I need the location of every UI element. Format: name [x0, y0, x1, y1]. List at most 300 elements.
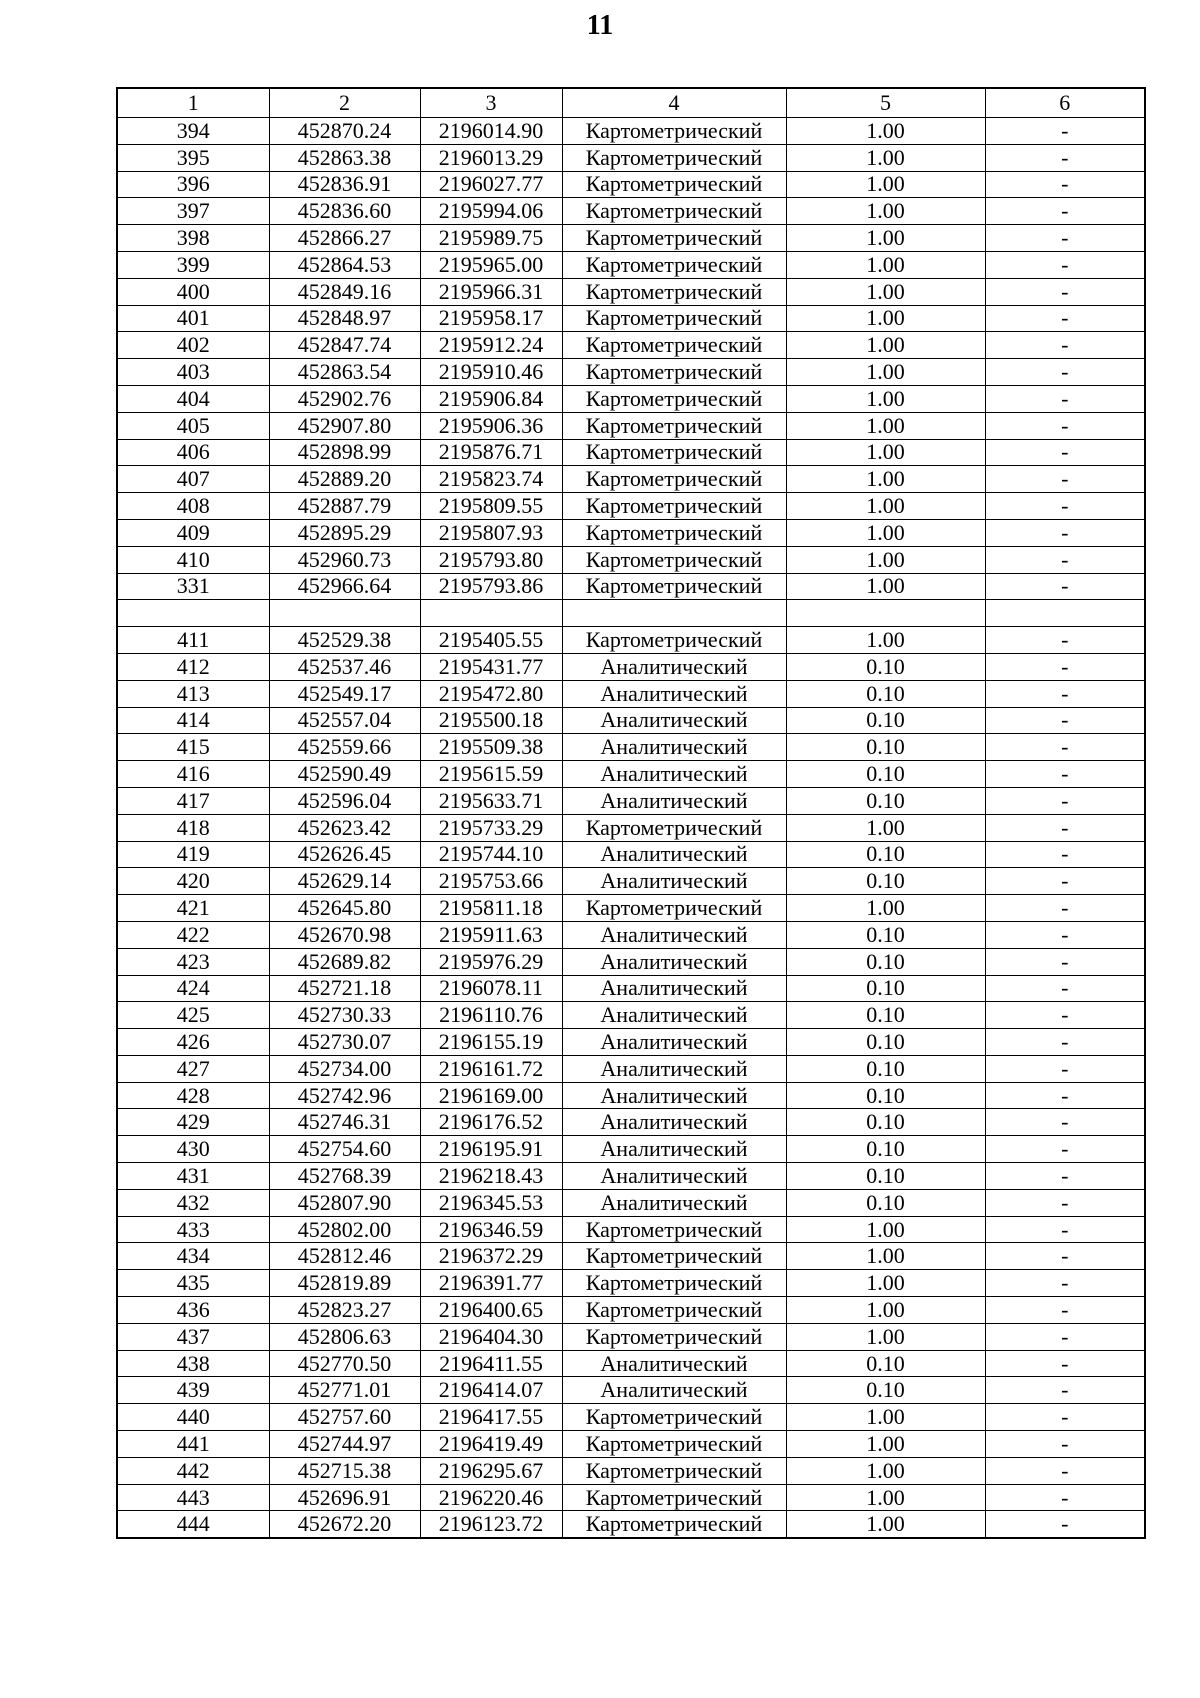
- method-cell: Аналитический: [562, 653, 786, 680]
- y-coordinate-cell: 2195958.17: [420, 305, 562, 332]
- point-number-cell: 427: [117, 1055, 269, 1082]
- note-cell: -: [985, 1029, 1145, 1056]
- method-cell: Картометрический: [562, 1243, 786, 1270]
- method-cell: Картометрический: [562, 573, 786, 600]
- y-coordinate-cell: 2195633.71: [420, 787, 562, 814]
- accuracy-cell: 1.00: [786, 305, 985, 332]
- note-cell: -: [985, 814, 1145, 841]
- x-coordinate-cell: 452744.97: [269, 1431, 420, 1458]
- point-number-cell: 442: [117, 1457, 269, 1484]
- y-coordinate-cell: 2196295.67: [420, 1457, 562, 1484]
- table-row: [117, 1457, 1145, 1484]
- table-row: [117, 895, 1145, 922]
- x-coordinate-cell: 452730.07: [269, 1029, 420, 1056]
- y-coordinate-cell: 2195615.59: [420, 761, 562, 788]
- x-coordinate-cell: 452529.38: [269, 627, 420, 654]
- y-coordinate-cell: 2196391.77: [420, 1270, 562, 1297]
- method-cell: Картометрический: [562, 466, 786, 493]
- point-number-cell: 331: [117, 573, 269, 600]
- point-number-cell: 432: [117, 1189, 269, 1216]
- note-cell: -: [985, 251, 1145, 278]
- column-number-cell: 4: [562, 88, 786, 118]
- point-number-cell: 399: [117, 251, 269, 278]
- point-number-cell: 443: [117, 1484, 269, 1511]
- point-number-cell: 421: [117, 895, 269, 922]
- x-coordinate-cell: 452812.46: [269, 1243, 420, 1270]
- accuracy-cell: 0.10: [786, 787, 985, 814]
- point-number-cell: 396: [117, 171, 269, 198]
- accuracy-cell: 1.00: [786, 493, 985, 520]
- method-cell: Аналитический: [562, 1189, 786, 1216]
- x-coordinate-cell: 452645.80: [269, 895, 420, 922]
- method-cell: Аналитический: [562, 1136, 786, 1163]
- point-number-cell: 408: [117, 493, 269, 520]
- table-row: [117, 761, 1145, 788]
- point-number-cell: 424: [117, 975, 269, 1002]
- note-cell: -: [985, 1404, 1145, 1431]
- y-coordinate-cell: 2196346.59: [420, 1216, 562, 1243]
- y-coordinate-cell: 2195793.80: [420, 546, 562, 573]
- y-coordinate-cell: 2195509.38: [420, 734, 562, 761]
- y-coordinate-cell: 2196169.00: [420, 1082, 562, 1109]
- x-coordinate-cell: 452889.20: [269, 466, 420, 493]
- table-row: [117, 278, 1145, 305]
- point-number-cell: 405: [117, 412, 269, 439]
- table-row: [117, 868, 1145, 895]
- accuracy-cell: 0.10: [786, 948, 985, 975]
- note-cell: -: [985, 439, 1145, 466]
- y-coordinate-cell: 2195906.84: [420, 385, 562, 412]
- method-cell: Картометрический: [562, 493, 786, 520]
- y-coordinate-cell: 2196176.52: [420, 1109, 562, 1136]
- accuracy-cell: 1.00: [786, 1297, 985, 1324]
- x-coordinate-cell: 452626.45: [269, 841, 420, 868]
- point-number-cell: 437: [117, 1323, 269, 1350]
- method-cell: Аналитический: [562, 680, 786, 707]
- note-cell: -: [985, 653, 1145, 680]
- accuracy-cell: 0.10: [786, 653, 985, 680]
- method-cell: Аналитический: [562, 868, 786, 895]
- point-number-cell: 417: [117, 787, 269, 814]
- method-cell: Картометрический: [562, 198, 786, 225]
- x-coordinate-cell: 452819.89: [269, 1270, 420, 1297]
- y-coordinate-cell: [420, 600, 562, 627]
- method-cell: Картометрический: [562, 225, 786, 252]
- point-number-cell: 412: [117, 653, 269, 680]
- x-coordinate-cell: 452537.46: [269, 653, 420, 680]
- y-coordinate-cell: 2195966.31: [420, 278, 562, 305]
- accuracy-cell: 1.00: [786, 1511, 985, 1538]
- table-row: [117, 1297, 1145, 1324]
- table-row: [117, 332, 1145, 359]
- accuracy-cell: 0.10: [786, 707, 985, 734]
- method-cell: Картометрический: [562, 332, 786, 359]
- x-coordinate-cell: 452623.42: [269, 814, 420, 841]
- note-cell: -: [985, 627, 1145, 654]
- x-coordinate-cell: 452807.90: [269, 1189, 420, 1216]
- accuracy-cell: 1.00: [786, 278, 985, 305]
- y-coordinate-cell: 2195753.66: [420, 868, 562, 895]
- point-number-cell: 415: [117, 734, 269, 761]
- method-cell: Аналитический: [562, 1109, 786, 1136]
- note-cell: -: [985, 948, 1145, 975]
- note-cell: -: [985, 278, 1145, 305]
- y-coordinate-cell: 2196195.91: [420, 1136, 562, 1163]
- y-coordinate-cell: 2195994.06: [420, 198, 562, 225]
- table-row: [117, 1082, 1145, 1109]
- x-coordinate-cell: 452849.16: [269, 278, 420, 305]
- table-row: [117, 519, 1145, 546]
- x-coordinate-cell: 452715.38: [269, 1457, 420, 1484]
- method-cell: Аналитический: [562, 1163, 786, 1190]
- point-number-cell: 403: [117, 359, 269, 386]
- y-coordinate-cell: 2195876.71: [420, 439, 562, 466]
- note-cell: -: [985, 1243, 1145, 1270]
- y-coordinate-cell: 2195906.36: [420, 412, 562, 439]
- note-cell: -: [985, 466, 1145, 493]
- accuracy-cell: 1.00: [786, 225, 985, 252]
- table-row: [117, 546, 1145, 573]
- method-cell: Картометрический: [562, 305, 786, 332]
- accuracy-cell: 1.00: [786, 573, 985, 600]
- method-cell: Картометрический: [562, 251, 786, 278]
- method-cell: Картометрический: [562, 1484, 786, 1511]
- coordinates-table: [116, 87, 1146, 1539]
- table-row: [117, 1270, 1145, 1297]
- table-row: [117, 573, 1145, 600]
- accuracy-cell: 1.00: [786, 144, 985, 171]
- y-coordinate-cell: 2195807.93: [420, 519, 562, 546]
- table-row: [117, 144, 1145, 171]
- x-coordinate-cell: 452887.79: [269, 493, 420, 520]
- note-cell: -: [985, 144, 1145, 171]
- note-cell: -: [985, 1297, 1145, 1324]
- x-coordinate-cell: 452730.33: [269, 1002, 420, 1029]
- accuracy-cell: 1.00: [786, 546, 985, 573]
- accuracy-cell: 1.00: [786, 1457, 985, 1484]
- y-coordinate-cell: 2196013.29: [420, 144, 562, 171]
- method-cell: Картометрический: [562, 546, 786, 573]
- accuracy-cell: 1.00: [786, 359, 985, 386]
- y-coordinate-cell: 2195823.74: [420, 466, 562, 493]
- note-cell: -: [985, 1377, 1145, 1404]
- accuracy-cell: 1.00: [786, 1431, 985, 1458]
- table-row: [117, 1216, 1145, 1243]
- y-coordinate-cell: 2196372.29: [420, 1243, 562, 1270]
- accuracy-cell: 0.10: [786, 1350, 985, 1377]
- y-coordinate-cell: 2196123.72: [420, 1511, 562, 1538]
- method-cell: Аналитический: [562, 1029, 786, 1056]
- y-coordinate-cell: 2195911.63: [420, 921, 562, 948]
- note-cell: -: [985, 493, 1145, 520]
- point-number-cell: 395: [117, 144, 269, 171]
- accuracy-cell: 0.10: [786, 734, 985, 761]
- point-number-cell: 430: [117, 1136, 269, 1163]
- x-coordinate-cell: 452848.97: [269, 305, 420, 332]
- x-coordinate-cell: 452866.27: [269, 225, 420, 252]
- y-coordinate-cell: 2195472.80: [420, 680, 562, 707]
- accuracy-cell: 1.00: [786, 412, 985, 439]
- note-cell: -: [985, 1484, 1145, 1511]
- note-cell: -: [985, 225, 1145, 252]
- accuracy-cell: 1.00: [786, 1484, 985, 1511]
- table-row: [117, 841, 1145, 868]
- x-coordinate-cell: 452895.29: [269, 519, 420, 546]
- point-number-cell: 411: [117, 627, 269, 654]
- x-coordinate-cell: 452966.64: [269, 573, 420, 600]
- accuracy-cell: 0.10: [786, 1136, 985, 1163]
- method-cell: Аналитический: [562, 761, 786, 788]
- accuracy-cell: 0.10: [786, 1109, 985, 1136]
- note-cell: -: [985, 1511, 1145, 1538]
- table-row: [117, 1350, 1145, 1377]
- point-number-cell: 426: [117, 1029, 269, 1056]
- accuracy-cell: 1.00: [786, 1243, 985, 1270]
- note-cell: -: [985, 680, 1145, 707]
- point-number-cell: 397: [117, 198, 269, 225]
- note-cell: -: [985, 385, 1145, 412]
- point-number-cell: 444: [117, 1511, 269, 1538]
- method-cell: Картометрический: [562, 1457, 786, 1484]
- method-cell: Аналитический: [562, 841, 786, 868]
- accuracy-cell: 0.10: [786, 761, 985, 788]
- point-number-cell: 400: [117, 278, 269, 305]
- x-coordinate-cell: 452902.76: [269, 385, 420, 412]
- method-cell: Картометрический: [562, 385, 786, 412]
- accuracy-cell: 1.00: [786, 1270, 985, 1297]
- page-number: 11: [586, 10, 614, 41]
- y-coordinate-cell: 2195744.10: [420, 841, 562, 868]
- table-row: [117, 385, 1145, 412]
- note-cell: -: [985, 305, 1145, 332]
- accuracy-cell: 1.00: [786, 198, 985, 225]
- accuracy-cell: 0.10: [786, 680, 985, 707]
- method-cell: Картометрический: [562, 1323, 786, 1350]
- table-row: [117, 948, 1145, 975]
- x-coordinate-cell: 452823.27: [269, 1297, 420, 1324]
- accuracy-cell: 0.10: [786, 1055, 985, 1082]
- x-coordinate-cell: 452806.63: [269, 1323, 420, 1350]
- y-coordinate-cell: 2196014.90: [420, 118, 562, 145]
- table-row: [117, 921, 1145, 948]
- note-cell: -: [985, 359, 1145, 386]
- note-cell: -: [985, 1136, 1145, 1163]
- accuracy-cell: 1.00: [786, 466, 985, 493]
- x-coordinate-cell: 452960.73: [269, 546, 420, 573]
- x-coordinate-cell: 452757.60: [269, 1404, 420, 1431]
- method-cell: Аналитический: [562, 975, 786, 1002]
- y-coordinate-cell: 2196110.76: [420, 1002, 562, 1029]
- x-coordinate-cell: 452771.01: [269, 1377, 420, 1404]
- table-row: [117, 787, 1145, 814]
- point-number-cell: 422: [117, 921, 269, 948]
- accuracy-cell: 1.00: [786, 1404, 985, 1431]
- table-row: [117, 707, 1145, 734]
- note-cell: -: [985, 198, 1145, 225]
- x-coordinate-cell: 452754.60: [269, 1136, 420, 1163]
- method-cell: Аналитический: [562, 734, 786, 761]
- x-coordinate-cell: 452770.50: [269, 1350, 420, 1377]
- x-coordinate-cell: 452847.74: [269, 332, 420, 359]
- note-cell: -: [985, 519, 1145, 546]
- x-coordinate-cell: 452549.17: [269, 680, 420, 707]
- column-number-cell: 3: [420, 88, 562, 118]
- y-coordinate-cell: 2196220.46: [420, 1484, 562, 1511]
- point-number-cell: [117, 600, 269, 627]
- accuracy-cell: 0.10: [786, 841, 985, 868]
- x-coordinate-cell: 452629.14: [269, 868, 420, 895]
- point-number-cell: 425: [117, 1002, 269, 1029]
- y-coordinate-cell: 2196161.72: [420, 1055, 562, 1082]
- note-cell: -: [985, 787, 1145, 814]
- x-coordinate-cell: 452590.49: [269, 761, 420, 788]
- point-number-cell: 439: [117, 1377, 269, 1404]
- method-cell: Аналитический: [562, 1055, 786, 1082]
- column-number-cell: 2: [269, 88, 420, 118]
- x-coordinate-cell: 452742.96: [269, 1082, 420, 1109]
- point-number-cell: 435: [117, 1270, 269, 1297]
- note-cell: -: [985, 332, 1145, 359]
- table-row: [117, 734, 1145, 761]
- note-cell: -: [985, 1109, 1145, 1136]
- method-cell: Картометрический: [562, 278, 786, 305]
- method-cell: Картометрический: [562, 895, 786, 922]
- x-coordinate-cell: 452689.82: [269, 948, 420, 975]
- point-number-cell: 401: [117, 305, 269, 332]
- method-cell: [562, 600, 786, 627]
- accuracy-cell: 1.00: [786, 814, 985, 841]
- y-coordinate-cell: 2196414.07: [420, 1377, 562, 1404]
- method-cell: Картометрический: [562, 1216, 786, 1243]
- table-row: [117, 627, 1145, 654]
- table-row: [117, 1511, 1145, 1538]
- method-cell: Картометрический: [562, 814, 786, 841]
- table-row: [117, 1404, 1145, 1431]
- x-coordinate-cell: 452559.66: [269, 734, 420, 761]
- method-cell: Картометрический: [562, 519, 786, 546]
- method-cell: Картометрический: [562, 359, 786, 386]
- method-cell: Картометрический: [562, 1270, 786, 1297]
- accuracy-cell: [786, 600, 985, 627]
- table-row: [117, 1109, 1145, 1136]
- note-cell: -: [985, 761, 1145, 788]
- accuracy-cell: 1.00: [786, 332, 985, 359]
- accuracy-cell: 1.00: [786, 1323, 985, 1350]
- x-coordinate-cell: 452836.91: [269, 171, 420, 198]
- y-coordinate-cell: 2195912.24: [420, 332, 562, 359]
- x-coordinate-cell: 452721.18: [269, 975, 420, 1002]
- note-cell: -: [985, 868, 1145, 895]
- table-row: [117, 1163, 1145, 1190]
- method-cell: Картометрический: [562, 1404, 786, 1431]
- table-row: [117, 1243, 1145, 1270]
- table-row: [117, 1029, 1145, 1056]
- table-row: [117, 439, 1145, 466]
- table-row: [117, 600, 1145, 627]
- accuracy-cell: 0.10: [786, 975, 985, 1002]
- note-cell: -: [985, 1055, 1145, 1082]
- table-row: [117, 359, 1145, 386]
- accuracy-cell: 0.10: [786, 1377, 985, 1404]
- column-number-cell: 5: [786, 88, 985, 118]
- accuracy-cell: 0.10: [786, 1082, 985, 1109]
- table-row: [117, 305, 1145, 332]
- table-row: [117, 680, 1145, 707]
- table-row: [117, 118, 1145, 145]
- y-coordinate-cell: 2196417.55: [420, 1404, 562, 1431]
- point-number-cell: 413: [117, 680, 269, 707]
- y-coordinate-cell: 2196027.77: [420, 171, 562, 198]
- point-number-cell: 440: [117, 1404, 269, 1431]
- y-coordinate-cell: 2196400.65: [420, 1297, 562, 1324]
- method-cell: Картометрический: [562, 171, 786, 198]
- y-coordinate-cell: 2195431.77: [420, 653, 562, 680]
- y-coordinate-cell: 2196078.11: [420, 975, 562, 1002]
- accuracy-cell: 1.00: [786, 439, 985, 466]
- method-cell: Картометрический: [562, 627, 786, 654]
- table-body: [117, 88, 1145, 1538]
- table-row: [117, 1484, 1145, 1511]
- accuracy-cell: 0.10: [786, 1029, 985, 1056]
- note-cell: -: [985, 1189, 1145, 1216]
- note-cell: -: [985, 1457, 1145, 1484]
- note-cell: -: [985, 118, 1145, 145]
- note-cell: [985, 600, 1145, 627]
- point-number-cell: 407: [117, 466, 269, 493]
- accuracy-cell: 0.10: [786, 868, 985, 895]
- accuracy-cell: 1.00: [786, 895, 985, 922]
- accuracy-cell: 1.00: [786, 519, 985, 546]
- point-number-cell: 416: [117, 761, 269, 788]
- y-coordinate-cell: 2195989.75: [420, 225, 562, 252]
- x-coordinate-cell: 452696.91: [269, 1484, 420, 1511]
- x-coordinate-cell: 452596.04: [269, 787, 420, 814]
- y-coordinate-cell: 2196419.49: [420, 1431, 562, 1458]
- point-number-cell: 418: [117, 814, 269, 841]
- table-row: [117, 1323, 1145, 1350]
- point-number-cell: 436: [117, 1297, 269, 1324]
- y-coordinate-cell: 2196345.53: [420, 1189, 562, 1216]
- x-coordinate-cell: 452864.53: [269, 251, 420, 278]
- table-row: [117, 975, 1145, 1002]
- y-coordinate-cell: 2195733.29: [420, 814, 562, 841]
- table-row: [117, 171, 1145, 198]
- table-row: [117, 1431, 1145, 1458]
- point-number-cell: 398: [117, 225, 269, 252]
- y-coordinate-cell: 2195965.00: [420, 251, 562, 278]
- table-row: [117, 1189, 1145, 1216]
- note-cell: -: [985, 573, 1145, 600]
- note-cell: -: [985, 1350, 1145, 1377]
- point-number-cell: 419: [117, 841, 269, 868]
- method-cell: Аналитический: [562, 1350, 786, 1377]
- note-cell: -: [985, 1163, 1145, 1190]
- note-cell: -: [985, 921, 1145, 948]
- note-cell: -: [985, 412, 1145, 439]
- point-number-cell: 434: [117, 1243, 269, 1270]
- y-coordinate-cell: 2196218.43: [420, 1163, 562, 1190]
- y-coordinate-cell: 2196155.19: [420, 1029, 562, 1056]
- point-number-cell: 431: [117, 1163, 269, 1190]
- method-cell: Аналитический: [562, 787, 786, 814]
- point-number-cell: 423: [117, 948, 269, 975]
- point-number-cell: 410: [117, 546, 269, 573]
- note-cell: -: [985, 841, 1145, 868]
- x-coordinate-cell: 452870.24: [269, 118, 420, 145]
- y-coordinate-cell: 2195793.86: [420, 573, 562, 600]
- table-row: [117, 251, 1145, 278]
- note-cell: -: [985, 1431, 1145, 1458]
